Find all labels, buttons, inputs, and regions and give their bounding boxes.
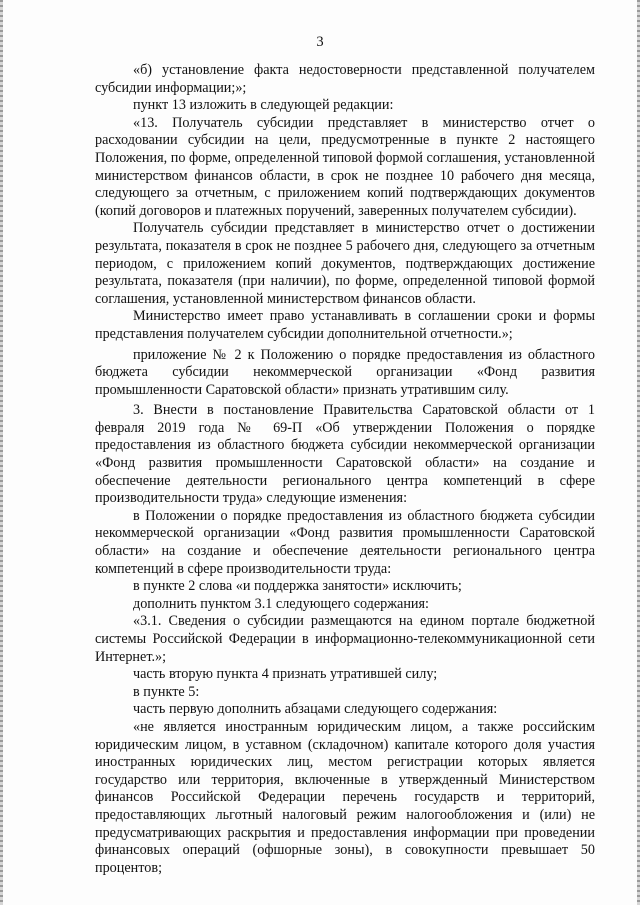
scan-edge-left bbox=[0, 0, 3, 905]
paragraph: в пункте 5: bbox=[133, 683, 200, 700]
paragraph: «не является иностранным юридическим лицом, а также российским юридическим лицом, в уставном (складочном) капитале которого доля участия иностранных юридических лиц, местом регистрации которых является государство или территория, включенные в утвержденный Министерством финансов Российской Федерации перечень государств и территорий, предоставляющих льготный налоговый режим налогообложения и (или) не предусматривающих раскрытия и предоставления информации при проведении финансовых операций (офшорные зоны), в совокупности превышает 50 процентов; bbox=[95, 718, 595, 876]
paragraph: «3.1. Сведения о субсидии размещаются на едином портале бюджетной системы Российской Федерации в информационно-телекоммуникационной сети Интернет.»; bbox=[95, 613, 595, 665]
paragraph: Министерство имеет право устанавливать в соглашении сроки и формы представления получателем субсидии дополнительной отчетности.»; bbox=[95, 308, 595, 342]
paragraph: пункт 13 изложить в следующей редакции: bbox=[133, 97, 394, 114]
paragraph: 3. Внести в постановление Правительства Саратовской области от 1 февраля 2019 года № 69-П «Об утверждении Положения о порядке предоставления из областного бюджета субсидии некоммерческой организации «Фонд развития промышленности Саратовской области» на создание и обеспечение деятельности регионального центра компетенций в сфере производительности труда» следующие изменения: bbox=[95, 402, 595, 507]
paragraph: в пункте 2 слова «и поддержка занятости» исключить; bbox=[133, 578, 462, 595]
paragraph: «б) установление факта недостоверности представленной получателем субсидии информации;»; bbox=[95, 62, 595, 96]
page-number: 3 bbox=[316, 34, 324, 50]
paragraph: приложение № 2 к Положению о порядке предоставления из областного бюджета субсидии некоммерческой организации «Фонд развития промышленности Саратовской области» признать утратившим силу. bbox=[95, 346, 595, 398]
paragraph: часть вторую пункта 4 признать утратившей силу; bbox=[133, 666, 438, 683]
paragraph: часть первую дополнить абзацами следующего содержания: bbox=[133, 701, 498, 718]
paragraph: в Положении о порядке предоставления из областного бюджета субсидии некоммерческой организации «Фонд развития промышленности Саратовской области» на создание и обеспечение деятельности регионального центра компетенций в сфере производительности труда: bbox=[95, 507, 595, 577]
paragraph: Получатель субсидии представляет в министерство отчет о достижении результата, показателя в срок не позднее 5 рабочего дня, следующего за отчетным периодом, с приложением копий документов, подтверждающих достижение результата, показателя (при наличии), по форме, определенной типовой формой соглашения, установленной министерством финансов области. bbox=[95, 220, 595, 307]
document-body bbox=[95, 62, 595, 877]
paragraph: дополнить пунктом 3.1 следующего содержания: bbox=[133, 595, 429, 612]
paragraph: «13. Получатель субсидии представляет в министерство отчет о расходовании субсидии на цели, предусмотренные в пункте 2 настоящего Положения, по форме, определенной типовой формой соглашения, установленной министерством финансов области, в срок не позднее 10 рабочего дня месяца, следующего за отчетным, с приложением копий подтверждающих документов (копий договоров и платежных поручений, заверенных получателем субсидии). bbox=[95, 114, 595, 219]
